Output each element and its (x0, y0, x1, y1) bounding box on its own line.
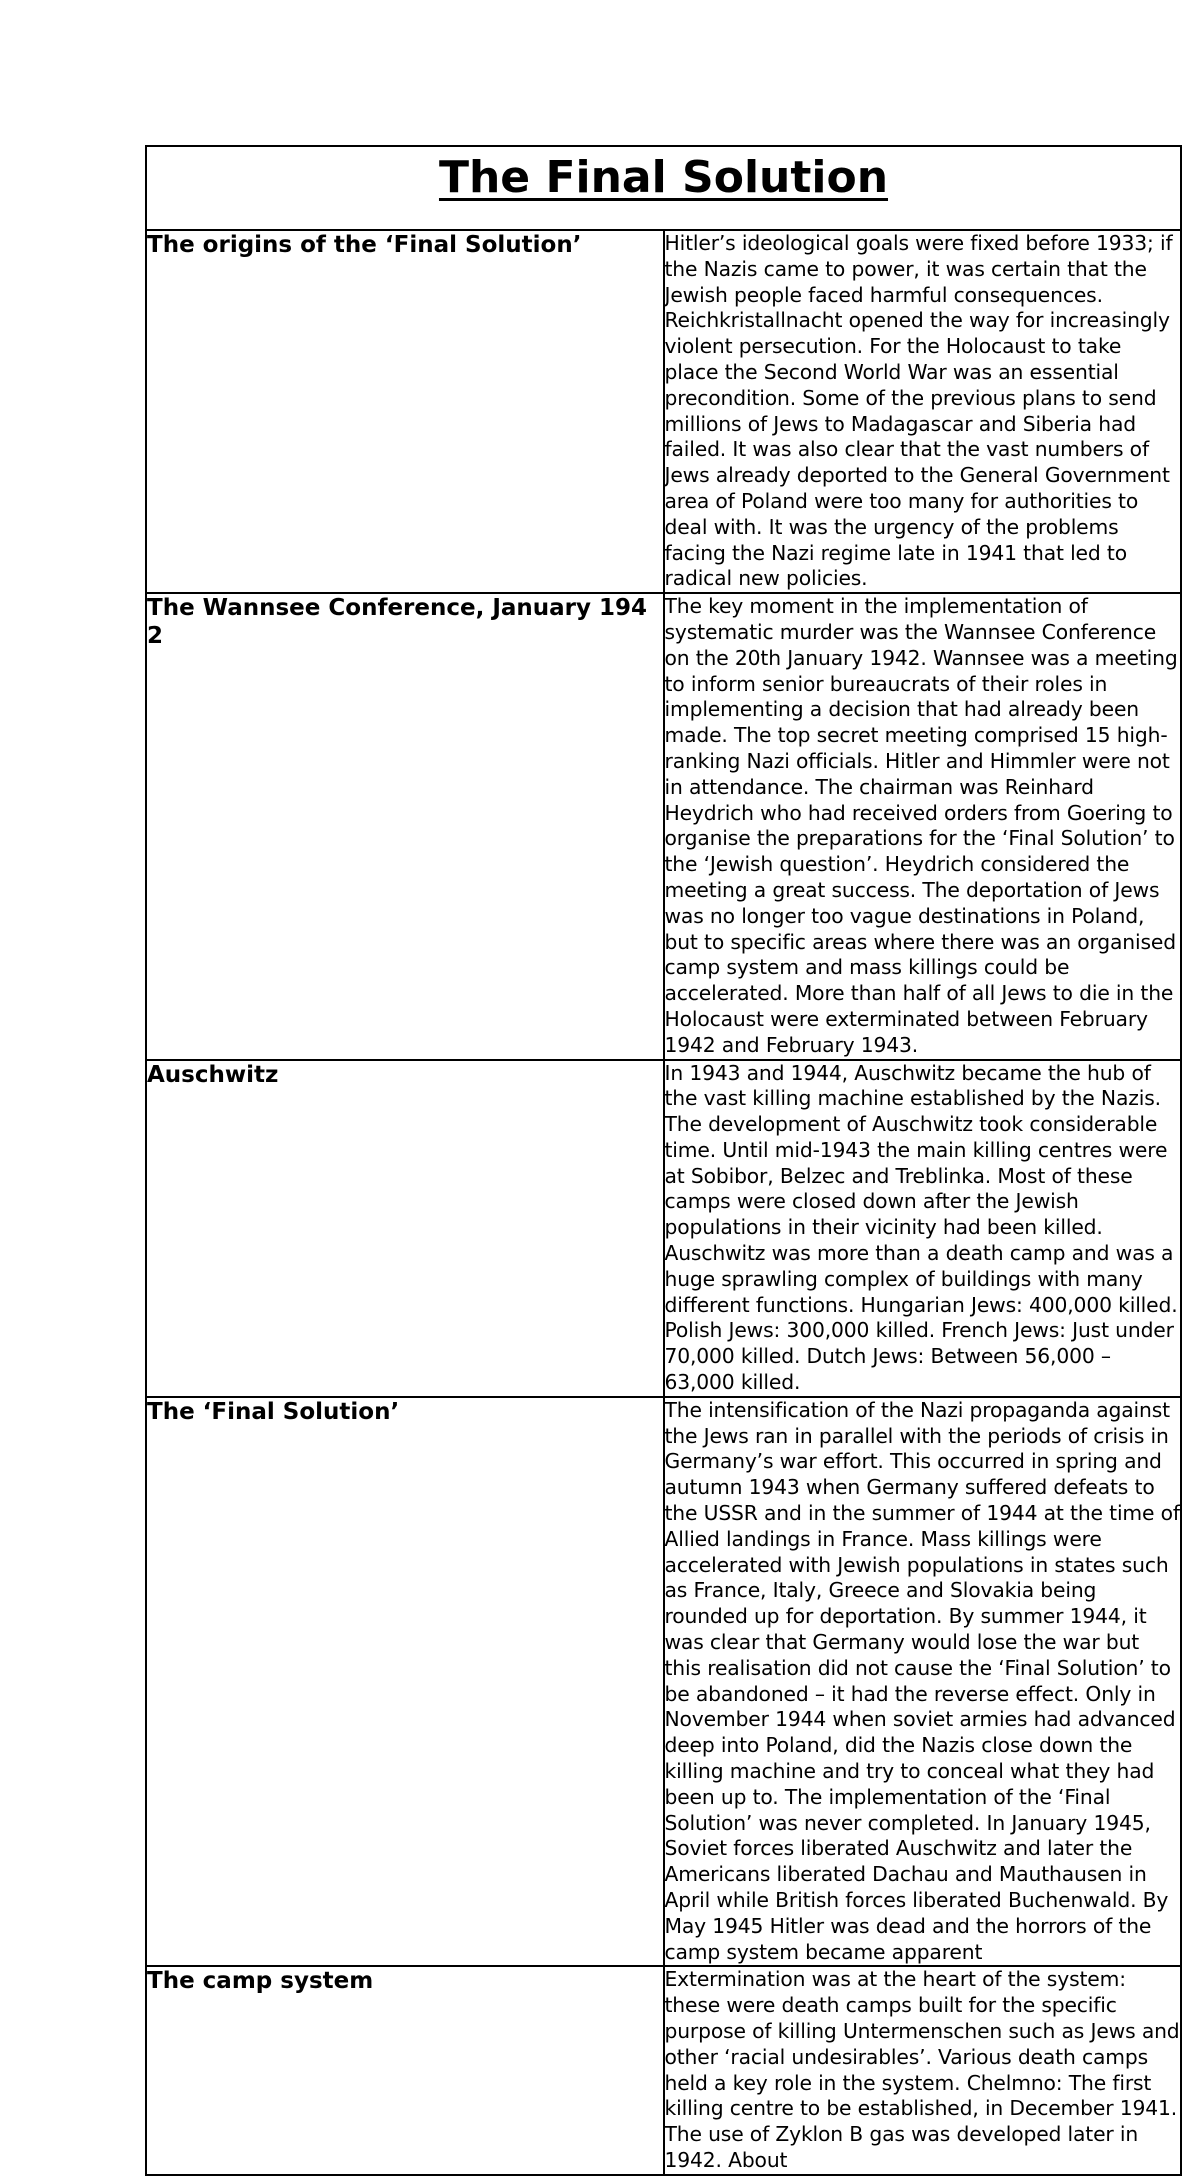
row-label-cell (146, 1397, 664, 1967)
row-label: The ‘Final Solution’ (147, 1398, 400, 1425)
row-label: The Wannsee Conference, January 1942 (147, 595, 648, 650)
title-cell (146, 146, 1181, 230)
row-label-cell (146, 1060, 664, 1397)
row-body-cell (664, 593, 1182, 1059)
row-label-cell (146, 593, 664, 1059)
table-row (146, 230, 1181, 593)
row-label: The origins of the ‘Final Solution’ (147, 232, 582, 258)
content-table (145, 145, 1182, 2176)
row-label: Auschwitz (147, 1061, 279, 1088)
row-text: The key moment in the implementation of systematic murder was the Wannsee Conference on the 20th January 1942. Wannsee was a meeting to inform senior bureaucrats of their roles in implementing a decision that had already been made. The top secret meeting comprised 15 high-ranking Nazi officials. Hitler and Himmler were not in attendance. The chairman was Reinhard Heydrich who had received orders from Goering to organise the preparations for the ‘Final Solution’ to the ‘Jewish question’. Heydrich considered the meeting a great success. The deportation of Jews was no longer too vague destinations in Poland, but to specific areas where there was an organised camp system and mass killings could be accelerated. More than half of all Jews to die in the Holocaust were exterminated between February 1942 and February 1943. (664, 594, 1178, 1057)
row-body-cell (664, 230, 1182, 593)
row-body-cell (664, 1397, 1182, 1967)
table-row (146, 1060, 1181, 1397)
table-row (146, 1397, 1181, 1967)
row-label: The camp system (147, 1968, 374, 1995)
row-body-cell (664, 1060, 1182, 1397)
row-text: Hitler’s ideological goals were fixed before 1933; if the Nazis came to power, it was certain that the Jewish people faced harmful consequences. Reichkristallnacht opened the way for increasingly violent persecution. For the Holocaust to take place the Second World War was an essential precondition. Some of the previous plans to send millions of Jews to Madagascar and Siberia had failed. It was also clear that the vast numbers of Jews already deported to the General Government area of Poland were too many for authorities to deal with. It was the urgency of the problems facing the Nazi regime late in 1941 that led to radical new policies. (664, 231, 1173, 591)
table-row (146, 1966, 1181, 2174)
page-title: The Final Solution (438, 152, 889, 203)
row-body-cell (664, 1966, 1182, 2174)
table-row (146, 593, 1181, 1059)
row-text: Extermination was at the heart of the system: these were death camps built for the specific purpose of killing Untermenschen such as Jews and other ‘racial undesirables’. Various death camps held a key role in the system. Chelmno: The first killing centre to be established, in December 1941. The use of Zyklon B gas was developed later in 1942. About (664, 1967, 1180, 2172)
document-page (145, 145, 1182, 2176)
row-label-cell (146, 230, 664, 593)
row-text: The intensification of the Nazi propaganda against the Jews ran in parallel with the periods of crisis in Germany’s war effort. This occurred in spring and autumn 1943 when Germany suffered defeats to the USSR and in the summer of 1944 at the time of Allied landings in France. Mass killings were accelerated with Jewish populations in states such as France, Italy, Greece and Slovakia being rounded up for deportation. By summer 1944, it was clear that Germany would lose the war but this realisation did not cause the ‘Final Solution’ to be abandoned – it had the reverse effect. Only in November 1944 when soviet armies had advanced deep into Poland, did the Nazis close down the killing machine and try to conceal what they had been up to. The implementation of the ‘Final Solution’ was never completed. In January 1945, Soviet forces liberated Auschwitz and later the Americans liberated Dachau and Mauthausen in April while British forces liberated Buchenwald. By May 1945 Hitler was dead and the horrors of the camp system became apparent (664, 1397, 1180, 1964)
title-row (146, 146, 1181, 230)
row-label-cell (146, 1966, 664, 2174)
row-text: In 1943 and 1944, Auschwitz became the hub of the vast killing machine established by the Nazis. The development of Auschwitz took considerable time. Until mid-1943 the main killing centres were at Sobibor, Belzec and Treblinka. Most of these camps were closed down after the Jewish populations in their vicinity had been killed. Auschwitz was more than a death camp and was a huge sprawling complex of buildings with many different functions. Hungarian Jews: 400,000 killed. Polish Jews: 300,000 killed. French Jews: Just under 70,000 killed. Dutch Jews: Between 56,000 – 63,000 killed. (664, 1060, 1178, 1395)
